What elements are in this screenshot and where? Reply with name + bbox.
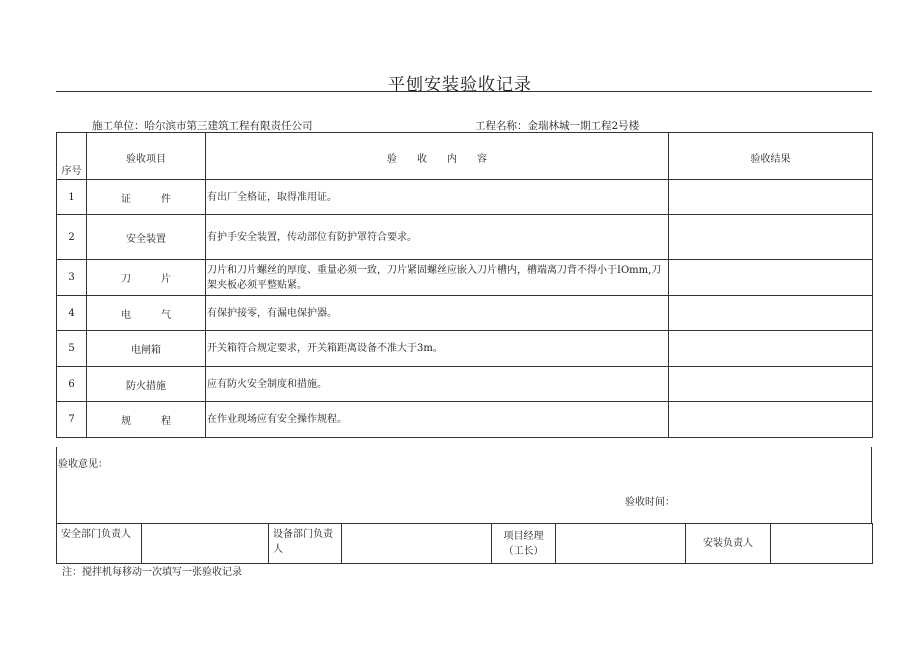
footnote: 注：搅拌机每移动一次填写一张验收记录 [62,567,242,578]
title-underline [56,91,872,92]
signature-table [56,523,873,564]
project-name: 工程名称：金瑞林城一期工程2号楼 [475,120,640,132]
row-seq: 6 [57,367,87,402]
row-result[interactable] [669,296,873,331]
header-result: 验收结果 [669,133,873,180]
table-row [57,215,873,260]
project-manager-label-line2: （工长） [503,545,544,557]
acceptance-time-label: 验收时间： [625,497,675,508]
row-item: 防火措施 [87,367,206,402]
row-item: 刀 片 [87,260,206,296]
row-item: 规 程 [87,402,206,438]
project-manager-label [492,524,556,564]
table-row [57,402,873,438]
row-seq: 3 [57,260,87,296]
header-content: 验 收 内 容 [206,133,669,180]
safety-dept-sign-field[interactable] [142,524,269,564]
table-row [57,331,873,367]
acceptance-table [56,132,873,438]
row-result[interactable] [669,215,873,260]
equipment-dept-sign-field[interactable] [342,524,492,564]
table-row [57,296,873,331]
page-title: 平刨安装验收记录 [388,75,532,95]
project-manager-label-line1: 项目经理 [503,530,544,542]
row-content: 在作业现场应有安全操作规程。 [206,402,669,438]
row-item: 证 件 [87,180,206,215]
row-item: 安全装置 [87,215,206,260]
project-manager-sign-field[interactable] [556,524,686,564]
equipment-dept-label: 设备部门负责人 [269,524,342,564]
row-item: 电闸箱 [87,331,206,367]
row-result[interactable] [669,180,873,215]
row-seq: 2 [57,215,87,260]
row-seq: 5 [57,331,87,367]
header-seq: 序号 [57,133,87,180]
row-result[interactable] [669,367,873,402]
row-seq: 7 [57,402,87,438]
row-content: 开关箱符合规定要求，开关箱距离设备不准大于3m。 [206,331,669,367]
install-lead-label: 安装负责人 [686,524,771,564]
row-content: 应有防火安全制度和措施。 [206,367,669,402]
row-result[interactable] [669,402,873,438]
row-content: 刀片和刀片螺丝的厚度、重量必须一致，刀片紧固螺丝应嵌入刀片槽内，槽端离刀背不得小于IOmm,刀架夹板必须平整贴紧。 [206,260,669,296]
safety-dept-label: 安全部门负责人 [57,524,142,564]
row-content: 有保护接零，有漏电保护器。 [206,296,669,331]
row-content: 有出厂全格证，取得准用证。 [206,180,669,215]
table-row [57,260,873,296]
row-result[interactable] [669,260,873,296]
header-item: 验收项目 [87,133,206,180]
acceptance-opinion-section[interactable] [56,447,872,523]
table-row [57,367,873,402]
row-result[interactable] [669,331,873,367]
table-header-row [57,133,873,180]
table-row [57,180,873,215]
signature-row [57,524,873,564]
row-seq: 4 [57,296,87,331]
install-lead-sign-field[interactable] [771,524,873,564]
row-item: 电 气 [87,296,206,331]
row-seq: 1 [57,180,87,215]
opinion-label: 验收意见： [58,459,108,470]
row-content: 有护手安全装置，传动部位有防护罩符合要求。 [206,215,669,260]
construction-unit: 施工单位：哈尔滨市第三建筑工程有限责任公司 [92,120,313,132]
